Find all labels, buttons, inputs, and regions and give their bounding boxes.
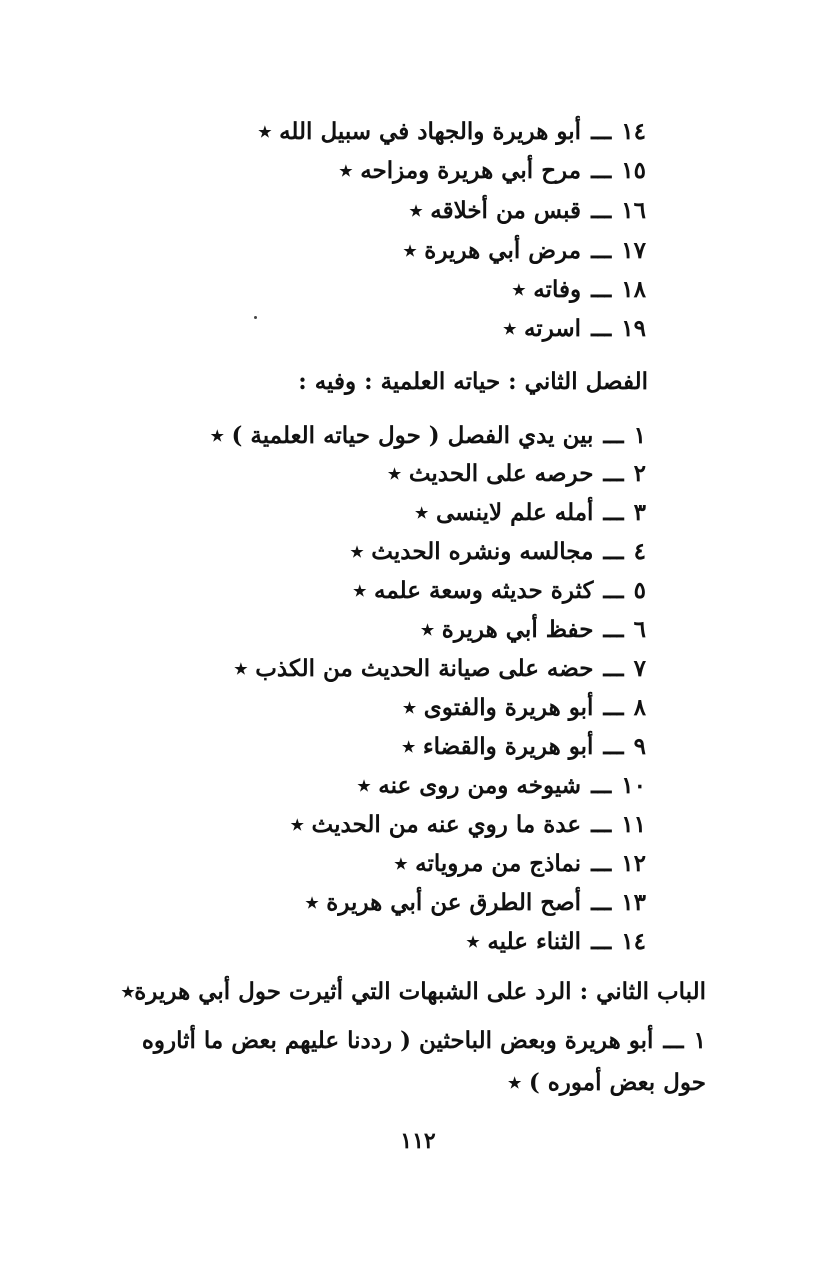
entry-dash: ـــ	[603, 616, 624, 643]
toc-entry	[403, 692, 646, 724]
entry-number: ٤	[633, 538, 646, 565]
page-speck	[254, 316, 257, 319]
toc-entry	[467, 926, 646, 958]
entry-number: ١٥	[621, 157, 646, 184]
entry-number: ١٠	[621, 772, 646, 799]
toc-entry	[353, 575, 646, 607]
entry-text: عدة ما روي عنه من الحديث ٭	[290, 811, 582, 838]
toc-entry	[259, 116, 646, 148]
entry-number: ١٤	[621, 928, 646, 955]
entry-text: أبو هريرة والفتوى ٭	[403, 694, 594, 721]
toc-entry	[402, 731, 646, 763]
entry-dash: ـــ	[603, 460, 624, 487]
entry-dash: ـــ	[603, 577, 624, 604]
entry-number: ١٨	[621, 276, 646, 303]
entry-dash: ـــ	[603, 538, 624, 565]
toc-entry	[306, 887, 646, 919]
toc-entry	[503, 313, 646, 345]
entry-text: بين يدي الفصل ( حول حياته العلمية ) ٭	[210, 422, 594, 449]
entry-text: قبس من أخلاقه ٭	[409, 197, 582, 224]
toc-entry	[340, 155, 646, 187]
entry-dash: ـــ	[591, 772, 612, 799]
entry-number: ١٧	[621, 237, 646, 264]
entry-dash: ـــ	[591, 889, 612, 916]
entry-text: مجالسه ونشره الحديث ٭	[350, 538, 594, 565]
entry-dash: ـــ	[591, 928, 612, 955]
entry-dash: ـــ	[591, 237, 612, 264]
entry-number: ١٤	[621, 118, 646, 145]
entry-dash: ـــ	[591, 850, 612, 877]
toc-entry	[235, 653, 646, 685]
entry-number: ١	[633, 422, 646, 449]
entry-dash: ـــ	[603, 733, 624, 760]
entry-number: ٥	[633, 577, 646, 604]
toc-entry	[358, 770, 646, 802]
entry-text: أبو هريرة والقضاء ٭	[402, 733, 594, 760]
entry-dash: ـــ	[603, 694, 624, 721]
toc-entry	[421, 614, 646, 646]
toc-entry	[395, 848, 646, 880]
entry-dash: ـــ	[591, 157, 612, 184]
entry-number: ١	[693, 1027, 706, 1054]
entry-text: أصح الطرق عن أبي هريرة ٭	[305, 889, 582, 916]
entry-text: أبو هريرة وبعض الباحثين ( رددنا عليهم بعض ما أثاروه حول بعض أموره ) ٭	[141, 1027, 706, 1096]
entry-text: حرصه على الحديث ٭	[388, 460, 594, 487]
toc-entry	[513, 274, 646, 306]
toc-entry	[116, 1020, 706, 1104]
entry-number: ١٩	[621, 315, 646, 342]
entry-dash: ـــ	[591, 811, 612, 838]
entry-text: وفاته ٭	[512, 276, 582, 303]
entry-text: نماذج من مروياته ٭	[394, 850, 582, 877]
entry-dash: ـــ	[663, 1027, 684, 1054]
entry-number: ٩	[633, 733, 646, 760]
entry-text: مرض أبي هريرة ٭	[403, 237, 582, 264]
toc-entry	[211, 420, 646, 452]
entry-text: حفظ أبي هريرة ٭	[421, 616, 594, 643]
toc-entry	[404, 235, 646, 267]
entry-text: الثناء عليه ٭	[466, 928, 582, 955]
entry-text: كثرة حديثه وسعة علمه ٭	[353, 577, 594, 604]
entry-number: ١١	[621, 811, 646, 838]
toc-entry	[291, 809, 646, 841]
entry-number: ٣	[633, 499, 646, 526]
entry-text: حضه على صيانة الحديث من الكذب ٭	[234, 655, 594, 682]
toc-entry	[410, 195, 646, 227]
toc-entry	[351, 536, 646, 568]
entry-dash: ـــ	[591, 118, 612, 145]
entry-number: ٢	[633, 460, 646, 487]
part-heading: الباب الثاني : الرد على الشبهات التي أثيرت حول أبي هريرة٭	[121, 978, 706, 1005]
entry-text: اسرته ٭	[503, 315, 582, 342]
entry-dash: ـــ	[603, 499, 624, 526]
entry-number: ١٢	[621, 850, 646, 877]
page-number: ١١٢	[400, 1128, 436, 1154]
entry-dash: ـــ	[591, 197, 612, 224]
entry-dash: ـــ	[591, 276, 612, 303]
entry-text: شيوخه ومن روى عنه ٭	[357, 772, 582, 799]
section-heading: الفصل الثاني : حياته العلمية : وفيه :	[298, 368, 648, 395]
entry-text: أبو هريرة والجهاد في سبيل الله ٭	[258, 118, 582, 145]
toc-entry	[415, 497, 646, 529]
entry-dash: ـــ	[603, 655, 624, 682]
entry-number: ٨	[633, 694, 646, 721]
entry-dash: ـــ	[603, 422, 624, 449]
toc-entry	[388, 458, 646, 490]
entry-number: ٧	[633, 655, 646, 682]
entry-text: مرح أبي هريرة ومزاحه ٭	[339, 157, 582, 184]
entry-number: ١٦	[621, 197, 646, 224]
entry-text: أمله علم لاينسى ٭	[415, 499, 594, 526]
entry-number: ٦	[633, 616, 646, 643]
entry-number: ١٣	[621, 889, 646, 916]
entry-dash: ـــ	[591, 315, 612, 342]
